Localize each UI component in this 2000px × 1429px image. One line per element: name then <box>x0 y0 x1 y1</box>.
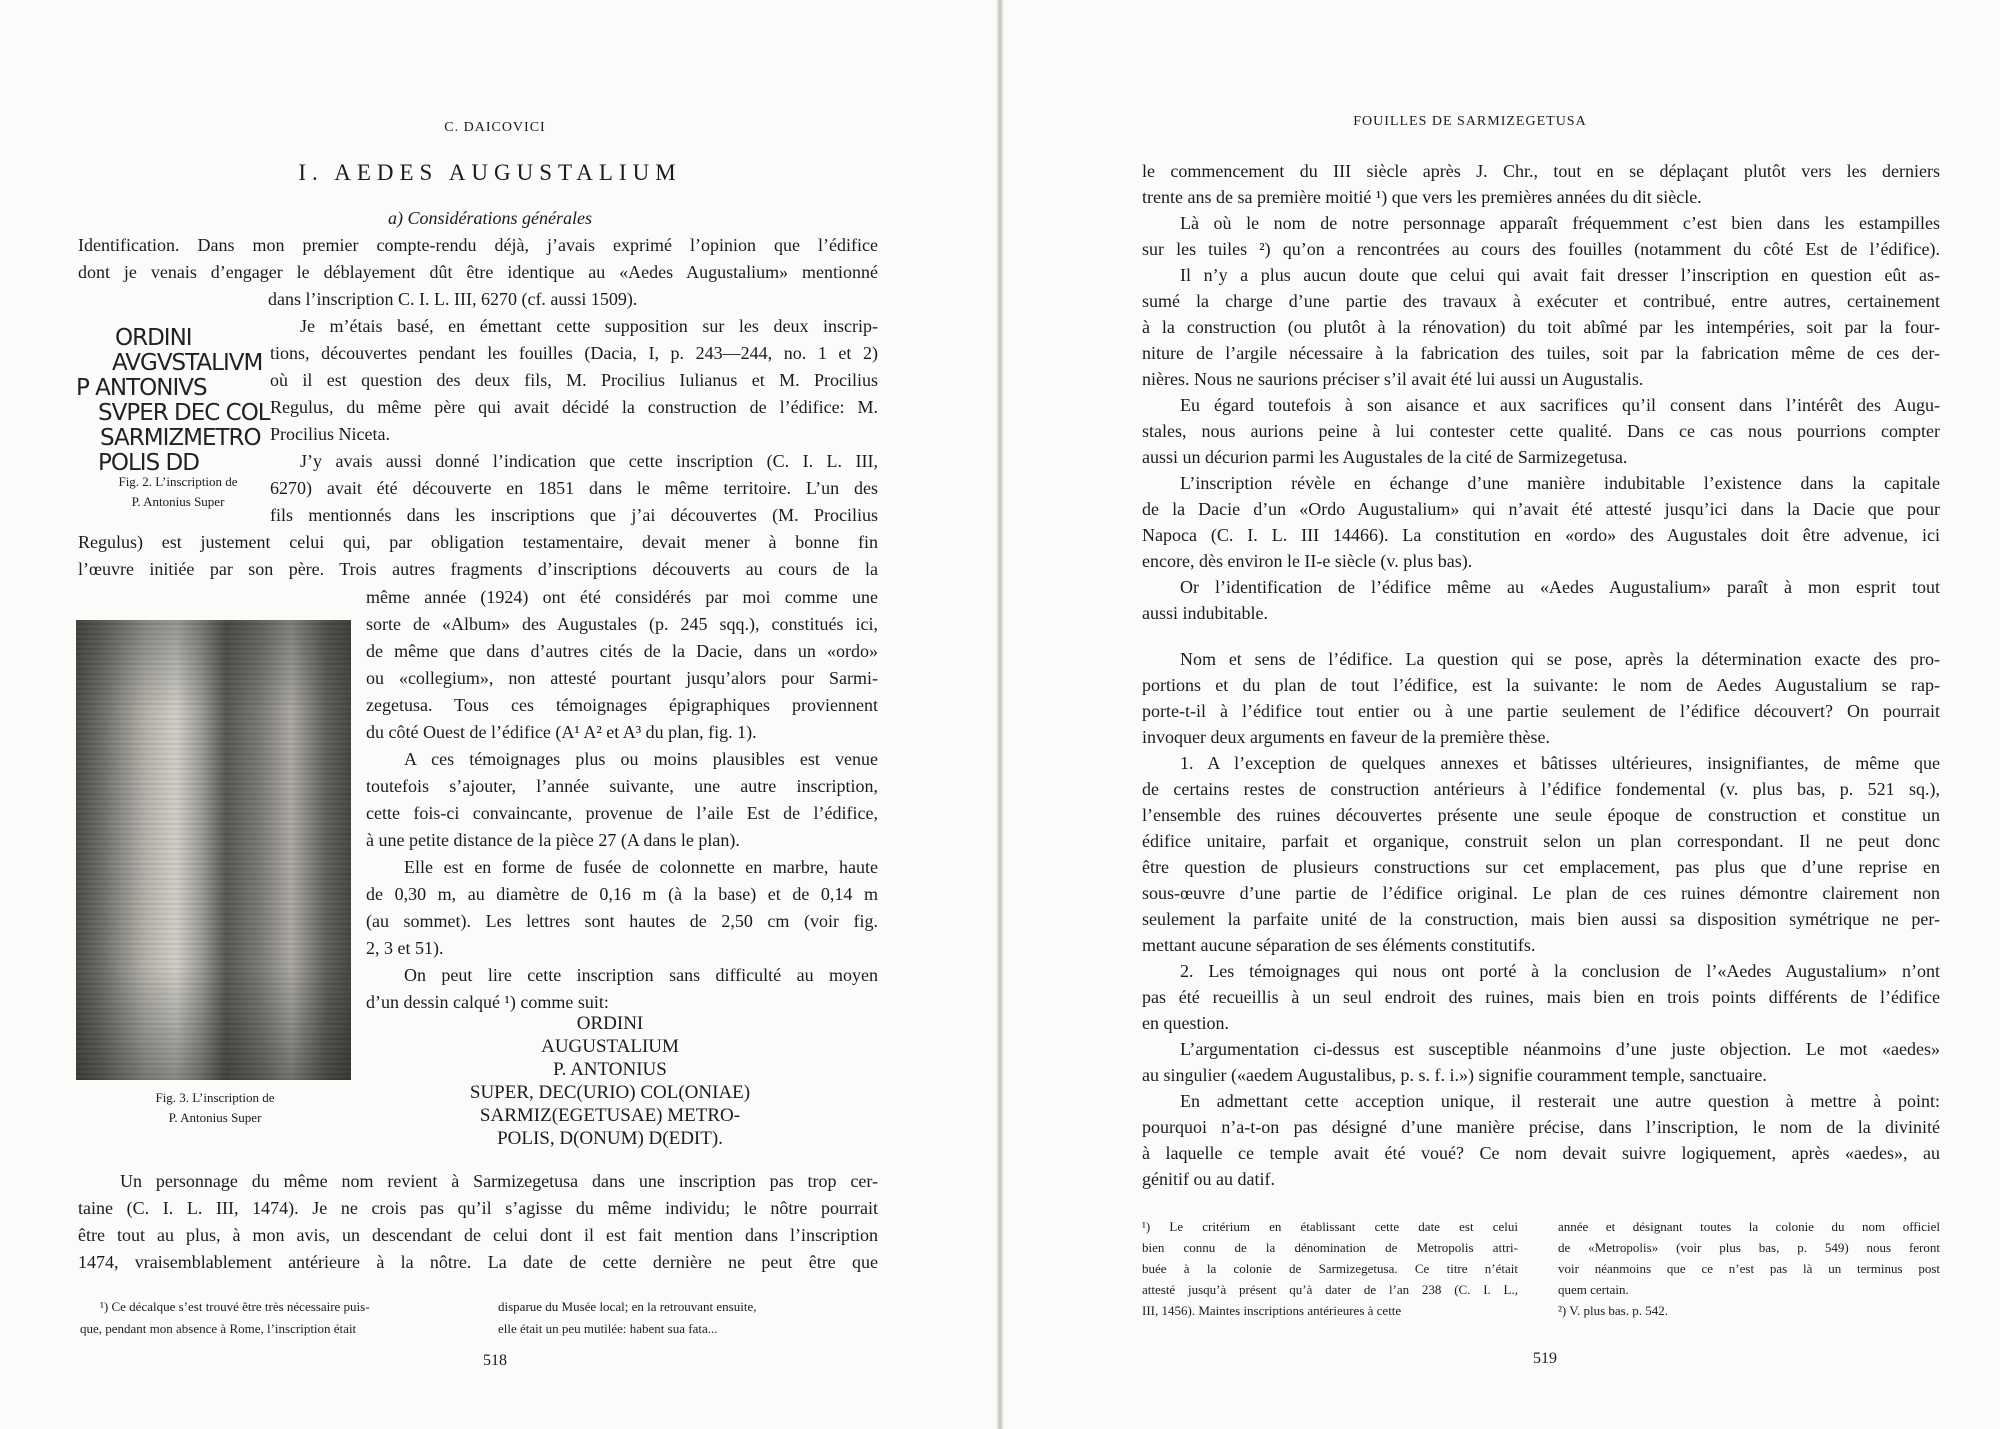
text-line: sur les tuiles ²) qu’on a rencontrées au cours des fouilles (notamment du côté Est de l’édifice). <box>1142 239 1940 259</box>
left-footnote-line: elle était un peu mutilée: habent sua fata... <box>498 1321 718 1336</box>
text-line: encore, dès environ le II-e siècle (v. plus bas). <box>1142 551 1473 571</box>
text-line: 1474, vraisemblablement antérieure à la nôtre. La date de cette dernière ne peut être que <box>78 1252 878 1272</box>
text-line: à une petite distance de la pièce 27 (A dans le plan). <box>366 830 740 850</box>
text-line: année et désignant toutes la colonie du nom officiel <box>1558 1219 1940 1234</box>
handwritten-line: P ANTONIVS <box>76 375 207 401</box>
text-line: sumé la charge d’une partie des travaux à exécuter et contribué, entre autres, certainement <box>1142 291 1940 311</box>
text-line: génitif ou au datif. <box>1142 1169 1275 1189</box>
left-running-head: C. DAICOVICI <box>444 120 546 135</box>
text-line: l’ensemble des ruines découvertes présente une seule époque de construction et constitue un <box>1142 805 1940 825</box>
handwritten-line: ORDINI <box>115 325 192 351</box>
fig3-caption-line: Fig. 3. L’inscription de <box>155 1090 275 1105</box>
text-line: à la construction (ou plutôt à la rénovation) du toit abîmé par les intempéries, soit par la four- <box>1142 317 1940 337</box>
text-line: du côté Ouest de l’édifice (A¹ A² et A³ du plan, fig. 1). <box>366 722 757 742</box>
section-subtitle: a) Considérations générales <box>388 208 592 228</box>
text-line: En admettant cette acception unique, il resterait une autre question à mettre à point: <box>1180 1091 1940 1111</box>
transcription-line: AUGUSTALIUM <box>541 1036 679 1057</box>
text-line: édifice unitaire, parfait et organique, construit selon un plan correspondant. Il ne peut donc <box>1142 831 1940 851</box>
text-line: invoquer deux arguments en faveur de la première thèse. <box>1142 727 1551 747</box>
text-line: taine (C. I. L. III, 1474). Je ne crois pas qu’il s’agisse du même individu; le nôtre pourrait <box>78 1198 878 1218</box>
text-line: aussi un décurion parmi les Augustales de la cité de Sarmizegetusa. <box>1142 447 1628 467</box>
text-line: Regulus) est justement celui qui, par obligation testamentaire, devait mener à bonne fin <box>78 532 878 552</box>
text-line: sous-œuvre d’une partie de l’édifice original. Le plan de ces ruines démontre clairement non <box>1142 883 1940 903</box>
text-line: 6270) avait été découverte en 1851 dans le même territoire. L’un des <box>270 478 878 498</box>
text-line: 2. Les témoignages qui nous ont porté à la conclusion de l’«Aedes Augustalium» n’ont <box>1180 961 1940 981</box>
fig2-caption-line: Fig. 2. L’inscription de <box>118 474 238 489</box>
text-line: 1. A l’exception de quelques annexes et bâtisses ultérieures, insignifiantes, de même que <box>1180 753 1940 773</box>
fig3-caption-line: P. Antonius Super <box>168 1110 262 1125</box>
text-line: de «Metropolis» (voir plus bas, p. 549) nous feront <box>1558 1240 1940 1255</box>
text-line: où il est question des deux fils, M. Procilius Iulianus et M. Procilius <box>270 370 878 390</box>
right-running-head: FOUILLES DE SARMIZEGETUSA <box>1353 114 1587 129</box>
text-line: Là où le nom de notre personnage apparaît fréquemment c’est bien dans les estampilles <box>1180 213 1940 233</box>
text-line: A ces témoignages plus ou moins plausibles est venue <box>404 749 878 769</box>
text-line: d’un dessin calqué ¹) comme suit: <box>366 992 609 1012</box>
text-line: Eu égard toutefois à son aisance et aux sacrifices qu’il consent dans l’intérêt des Augu- <box>1180 395 1940 415</box>
fig3-caption <box>110 1088 320 1128</box>
text-line: pas été recueillis à un seul endroit des ruines, mais bien en trois points différents de l’édifice <box>1142 987 1940 1007</box>
fig2-caption <box>78 472 278 512</box>
transcription-line: SUPER, DEC(URIO) COL(ONIAE) <box>469 1082 751 1103</box>
text-line: stales, nous aurions peine à lui contester cette qualité. Dans ce cas nous pourrions compter <box>1142 421 1940 441</box>
inscription-transcription <box>440 1012 780 1150</box>
text-line: pourquoi n’a-t-on pas désigné d’une manière précise, dans l’inscription, le nom de la divinité <box>1142 1117 1940 1137</box>
text-line: Un personnage du même nom revient à Sarmizegetusa dans une inscription pas trop cer- <box>120 1171 878 1191</box>
text-line: 2, 3 et 51). <box>366 938 444 958</box>
left-footnote-line: disparue du Musée local; en la retrouvant ensuite, <box>498 1299 757 1314</box>
text-line: au singulier («aedem Augustalibus, p. s. f. i.») signifie couramment temple, sanctuaire. <box>1142 1065 1767 1085</box>
text-line: de 0,30 m, au diamètre de 0,16 m (à la base) et de 0,14 m <box>366 884 878 904</box>
fig2-caption-line: P. Antonius Super <box>131 494 225 509</box>
text-line: attesté jusqu’à présent qu’à dater de l’an 238 (C. I. L., <box>1142 1282 1518 1297</box>
transcription-line: SARMIZ(EGETUSAE) METRO- <box>479 1105 741 1126</box>
text-line: seulement la parfaite unité de la construction, mais bien aussi sa disposition symétrique ne per- <box>1142 909 1940 929</box>
text-line: être question de plusieurs constructions sur cet emplacement, pas plus que d’une reprise en <box>1142 857 1940 877</box>
left-page-number: 518 <box>483 1352 507 1369</box>
text-line: tions, découvertes pendant les fouilles (Dacia, I, p. 243—244, no. 1 et 2) <box>270 343 878 363</box>
transcription-line: POLIS, D(ONUM) D(EDIT). <box>497 1128 723 1149</box>
text-line: Procilius Niceta. <box>270 424 390 444</box>
text-line: niture de l’argile nécessaire à la fabrication des tuiles, soit par la fabrication même de ces der- <box>1142 343 1940 363</box>
text-line: nières. Nous ne saurions préciser s’il avait été lui aussi un Augustalis. <box>1142 369 1644 389</box>
text-line: même année (1924) ont été considérés par moi comme une <box>366 587 878 607</box>
text-line: le commencement du III siècle après J. Chr., tout en se déplaçant plutôt vers les derniers <box>1142 161 1940 181</box>
text-line: cette fois-ci convaincante, provenue de l’aile Est de l’édifice, <box>366 803 878 823</box>
handwritten-line: AVGVSTALIVM <box>112 350 263 376</box>
text-line: ²) V. plus bas. p. 542. <box>1558 1303 1668 1318</box>
text-line: Napoca (C. I. L. III 14466). La constitution en «ordo» des Augustales doit être advenue, ici <box>1142 525 1940 545</box>
text-line: mettant aucune séparation de ses éléments constitutifs. <box>1142 935 1536 955</box>
text-line: de la Dacie d’un «Ordo Augustalium» qui n’avait été attesté jusqu’ici dans la Dacie que pour <box>1142 499 1940 519</box>
transcription-line: P. ANTONIUS <box>553 1059 667 1080</box>
text-line: dont je venais d’engager le déblayement dût être identique au «Aedes Augustalium» mentionné <box>78 262 878 282</box>
right-page <box>1000 0 2000 1429</box>
text-line: l’œuvre initiée par son père. Trois autres fragments d’inscriptions découverts au cours de la <box>78 559 878 579</box>
text-line: bien connu de la dénomination de Metropolis attri- <box>1142 1240 1518 1255</box>
text-line: buée à la colonie de Sarmizegetusa. Ce titre n’était <box>1142 1261 1518 1276</box>
photo-texture <box>76 620 351 1080</box>
text-line: quem certain. <box>1558 1282 1629 1297</box>
text-line: L’inscription révèle en échange d’une manière indubitable l’existence dans la capitale <box>1180 473 1940 493</box>
text-line: être tout au plus, à mon avis, un descendant de celui dont il est fait mention dans l’inscription <box>78 1225 878 1245</box>
text-line: ¹) Le critérium en établissant cette date est celui <box>1142 1219 1518 1234</box>
left-footnote-line: que, pendant mon absence à Rome, l’inscription était <box>80 1321 357 1336</box>
left-footnote-line: ¹) Ce décalque s’est trouvé être très nécessaire puis- <box>100 1299 370 1314</box>
text-line: Elle est en forme de fusée de colonnette en marbre, haute <box>404 857 878 877</box>
text-line: zegetusa. Tous ces témoignages épigraphiques proviennent <box>366 695 878 715</box>
text-line: de certains restes de construction antérieurs à l’édifice fondemental (v. plus bas, p. 521 sq.), <box>1142 779 1940 799</box>
fig2-inscription-drawing <box>70 325 270 476</box>
text-line: On peut lire cette inscription sans difficulté au moyen <box>404 965 878 985</box>
handwritten-line: SARMIZMETRO <box>100 425 261 451</box>
text-line: Identification. Dans mon premier compte-rendu déjà, j’avais exprimé l’opinion que l’édifice <box>78 235 878 255</box>
text-line: ou «collegium», non attesté pourtant jusqu’alors pour Sarmi- <box>366 668 878 688</box>
section-title: I. AEDES AUGUSTALIUM <box>298 160 682 185</box>
handwritten-line: POLIS DD <box>98 450 199 476</box>
text-line: trente ans de sa première moitié ¹) que vers les premières années du dit siècle. <box>1142 187 1702 207</box>
text-line: sorte de «Album» des Augustales (p. 245 sqq.), constitués ici, <box>366 614 878 634</box>
text-line: de même que dans d’autres cités de la Dacie, dans un «ordo» <box>366 641 878 661</box>
text-line: L’argumentation ci-dessus est susceptible néanmoins d’une juste objection. Le mot «aedes» <box>1180 1039 1940 1059</box>
text-line: Or l’identification de l’édifice même au «Aedes Augustalium» paraît à mon esprit tout <box>1180 577 1940 597</box>
text-line: J’y avais aussi donné l’indication que cette inscription (C. I. L. III, <box>300 451 878 471</box>
text-line: fils mentionnés dans les inscriptions que j’ai découvertes (M. Procilius <box>270 505 878 525</box>
handwritten-line: SVPER DEC COL <box>98 400 270 426</box>
text-line: dans l’inscription C. I. L. III, 6270 (cf. aussi 1509). <box>268 289 638 309</box>
text-line: porte-t-il à l’édifice tout entier ou à une partie seulement de l’édifice découvert? On pourrait <box>1142 701 1940 721</box>
text-line: Je m’étais basé, en émettant cette supposition sur les deux inscrip- <box>300 316 878 336</box>
text-line: à laquelle ce temple avait été voué? Ce nom devait suivre logiquement, après «aedes», au <box>1142 1143 1940 1163</box>
right-page-number: 519 <box>1533 1350 1557 1367</box>
transcription-line: ORDINI <box>576 1013 644 1034</box>
text-line: III, 1456). Maintes inscriptions antérieures à cette <box>1142 1303 1402 1318</box>
text-line: en question. <box>1142 1013 1229 1033</box>
text-line: voir néanmoins que ce n’est pas là un terminus post <box>1558 1261 1940 1276</box>
text-line: aussi indubitable. <box>1142 603 1268 623</box>
fig3-photograph <box>76 620 351 1080</box>
text-line: (au sommet). Les lettres sont hautes de 2,50 cm (voir fig. <box>366 911 878 931</box>
text-line: Regulus, du même père qui avait décidé la construction de l’édifice: M. <box>270 397 878 417</box>
text-line: Il n’y a plus aucun doute que celui qui avait fait dresser l’inscription en question eût as- <box>1180 265 1940 285</box>
text-line: portions et du plan de tout l’édifice, est la suivante: le nom de Aedes Augustalium se rap- <box>1142 675 1940 695</box>
text-line: Nom et sens de l’édifice. La question qui se pose, après la détermination exacte des pro- <box>1180 649 1940 669</box>
text-line: toutefois s’ajouter, l’année suivante, une autre inscription, <box>366 776 878 796</box>
